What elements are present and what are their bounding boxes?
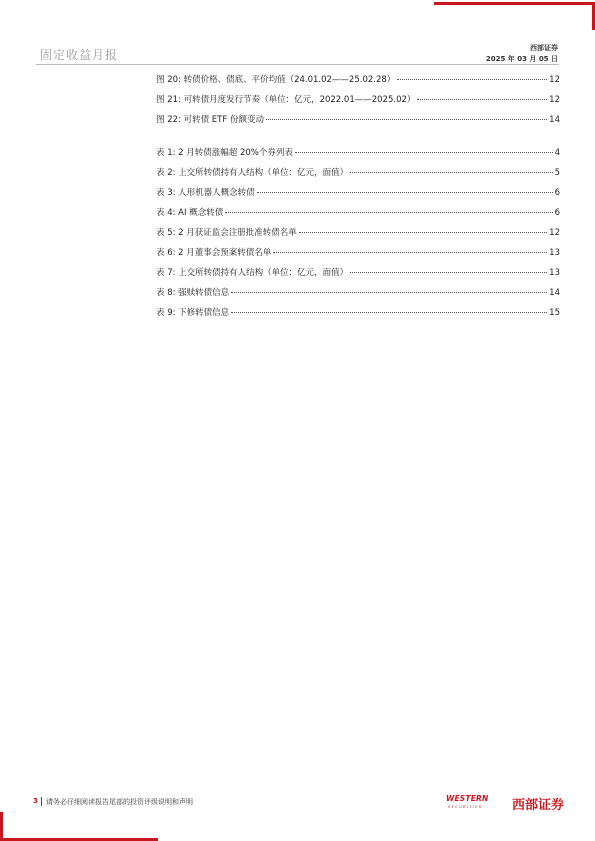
toc-leader-dots: [397, 79, 547, 80]
toc-entry-figure-21[interactable]: [156, 93, 560, 113]
toc-entry-page: 6: [554, 188, 560, 198]
figure-toc-list: [156, 73, 560, 133]
toc-entry-label: 图 22: 可转债 ETF 份额变动: [156, 115, 264, 125]
toc-entry-table-5[interactable]: [156, 226, 560, 246]
toc-entry-table-3[interactable]: [156, 186, 560, 206]
toc-entry-page: 12: [549, 228, 560, 238]
toc-entry-table-1[interactable]: [156, 146, 560, 166]
toc-entry-table-8[interactable]: [156, 286, 560, 306]
toc-leader-dots: [231, 312, 547, 313]
toc-entry-table-6[interactable]: [156, 246, 560, 266]
toc-entry-page: 13: [549, 248, 560, 258]
footer-separator: [41, 797, 42, 806]
corner-decoration-bottom-left-vertical: [0, 812, 3, 841]
toc-leader-dots: [231, 292, 547, 293]
toc-entry-table-7[interactable]: [156, 266, 560, 286]
toc-leader-dots: [273, 252, 547, 253]
toc-leader-dots: [225, 212, 552, 213]
toc-entry-page: 13: [549, 268, 560, 278]
toc-entry-label: 表 7: 上交所转债持有人结构（单位：亿元，面值）: [156, 268, 349, 278]
report-type: 固定收益月报: [40, 48, 119, 62]
report-date: 2025 年 03 月 05 日: [485, 55, 558, 63]
toc-entry-table-9[interactable]: [156, 306, 560, 326]
toc-leader-dots: [350, 272, 547, 273]
corner-decoration-top-right: [434, 2, 595, 5]
toc-entry-page: 12: [549, 95, 560, 105]
toc-entry-label: 表 6: 2 月董事会预案转债名单: [156, 248, 272, 258]
toc-entry-page: 15: [549, 308, 560, 318]
page-number: 3: [33, 797, 38, 805]
toc-entry-label: 表 4: AI 概念转债: [156, 208, 224, 218]
toc-entry-label: 表 8: 强赎转债信息: [156, 288, 230, 298]
toc-entry-page: 14: [549, 115, 560, 125]
toc-entry-label: 表 9: 下修转债信息: [156, 308, 230, 318]
toc-entry-label: 图 21: 可转债月度发行节奏（单位：亿元，2022.01——2025.02）: [156, 95, 416, 105]
logo-english-subtitle: SECURITIES: [448, 805, 483, 809]
toc-leader-dots: [257, 192, 553, 193]
toc-entry-page: 6: [554, 208, 560, 218]
toc-entry-label: 图 20: 转债价格、债底、平价均值（24.01.02——25.02.28）: [156, 75, 396, 85]
brand-name: 西部证券: [530, 44, 558, 52]
footer-disclaimer: 请务必仔细阅读报告尾部的投资评级说明和声明: [46, 798, 193, 806]
toc-leader-dots: [350, 172, 552, 173]
toc-entry-label: 表 1: 2 月转债涨幅超 20%个券列表: [156, 148, 293, 158]
toc-entry-table-4[interactable]: [156, 206, 560, 226]
toc-entry-figure-22[interactable]: [156, 113, 560, 133]
toc-entry-label: 表 3: 人形机器人概念转债: [156, 188, 255, 198]
toc-leader-dots: [417, 99, 547, 100]
toc-entry-label: 表 5: 2 月获证监会注册批准转债名单: [156, 228, 297, 238]
toc-leader-dots: [299, 232, 547, 233]
toc-leader-dots: [295, 152, 553, 153]
table-toc-list: [156, 146, 560, 326]
toc-leader-dots: [266, 119, 547, 120]
toc-entry-page: 5: [554, 168, 560, 178]
toc-entry-page: 14: [549, 288, 560, 298]
toc-entry-figure-20[interactable]: [156, 73, 560, 93]
toc-entry-page: 4: [554, 148, 560, 158]
toc-entry-label: 表 2: 上交所转债持有人结构（单位：亿元，面值）: [156, 168, 349, 178]
header-divider: [36, 64, 559, 65]
toc-entry-page: 12: [549, 75, 560, 85]
toc-entry-table-2[interactable]: [156, 166, 560, 186]
logo-english-name: WESTERN: [446, 794, 489, 803]
logo-chinese-name: 西部证券: [512, 798, 565, 813]
